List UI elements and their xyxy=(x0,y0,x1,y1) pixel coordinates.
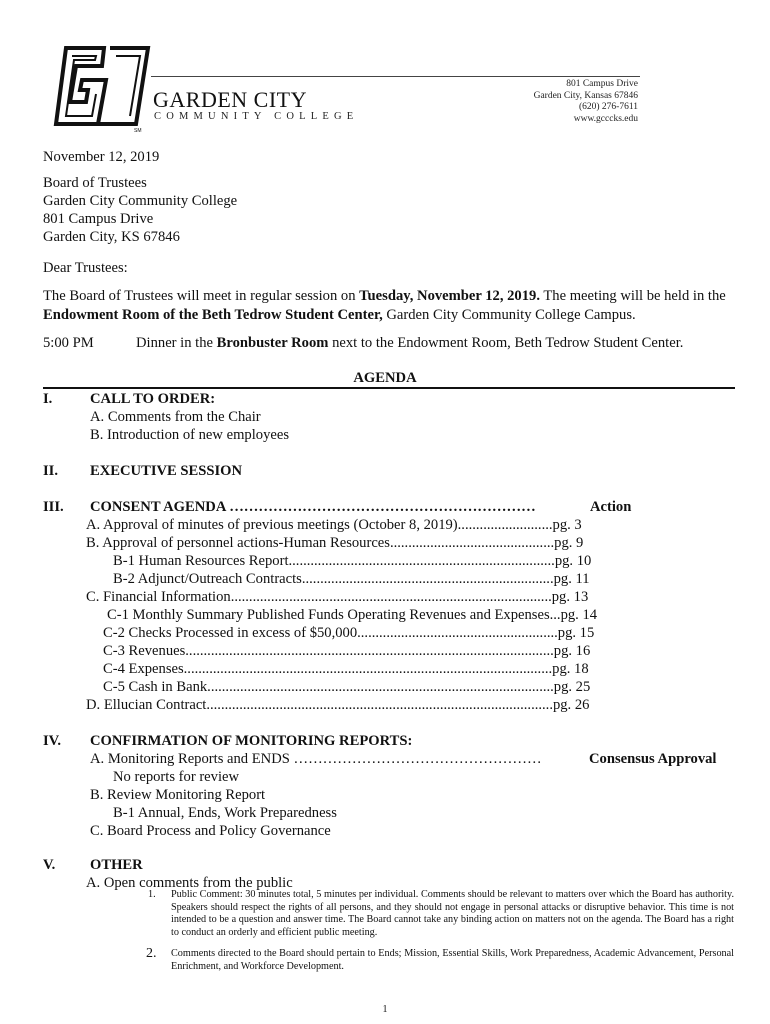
agenda-subitem: B-1 Human Resources Report.........................................................................pg. 10 xyxy=(113,553,592,569)
note-number: 1. xyxy=(148,889,156,900)
section-number: III. xyxy=(43,499,64,515)
agenda-item: D. Ellucian Contract...............................................................................................pg. 26 xyxy=(86,697,590,713)
section-title: OTHER xyxy=(90,857,143,873)
phone-line: (620) 276-7611 xyxy=(578,102,638,112)
agenda-item: B. Approval of personnel actions-Human Resources.............................................pg. 9 xyxy=(86,535,584,551)
action-label: Action xyxy=(590,499,632,515)
agenda-item: A. Monitoring Reports and ENDS …………………………………………… xyxy=(90,751,542,767)
agenda-subitem: C-1 Monthly Summary Published Funds Operating Revenues and Expenses...pg. 14 xyxy=(107,607,598,623)
college-name: GARDEN CITY xyxy=(153,87,307,112)
agenda-rule xyxy=(43,387,735,389)
recipient-line: Board of Trustees xyxy=(43,175,147,191)
intro-text: Garden City Community College Campus. xyxy=(382,306,636,323)
section-title: CALL TO ORDER: xyxy=(90,391,216,407)
public-comment-note: Public Comment: 30 minutes total, 5 minutes per individual. Comments should be relevant to matters over which the Board has authority. Speakers should respect the rights of all persons, and they should not engage in personal attacks or disruptive behavior. This time is not intended to be a question and answer time. The Board cannot take any binding action on matters not on the agenda. The Board has a right to conduct an orderly and efficient public meeting. xyxy=(171,889,734,938)
recipient-line: Garden City, KS 67846 xyxy=(43,229,180,245)
gc-logo-icon xyxy=(52,44,152,130)
dinner-text-part: next to the Endowment Room, Beth Tedrow Student Center. xyxy=(328,335,684,351)
recipient-line: Garden City Community College xyxy=(43,193,238,209)
recipient-line: 801 Campus Drive xyxy=(43,211,154,227)
agenda-item: A. Comments from the Chair xyxy=(90,409,261,425)
comments-note: Comments directed to the Board should pertain to Ends; Mission, Essential Skills, Work Preparedness, Academic Advancement, Personal Enrichment, and Workforce Development. xyxy=(171,948,734,972)
agenda-subitem: B-2 Adjunct/Outreach Contracts.....................................................................pg. 11 xyxy=(113,571,590,587)
agenda-item: C. Financial Information........................................................................................pg. 13 xyxy=(86,589,589,605)
college-subtitle: COMMUNITY COLLEGE xyxy=(154,111,359,122)
agenda-title: AGENDA xyxy=(353,370,417,386)
agenda-item: B. Review Monitoring Report xyxy=(90,787,266,803)
agenda-item: A. Approval of minutes of previous meetings (October 8, 2019)..........................pg. 3 xyxy=(86,517,582,533)
agenda-item: A. Open comments from the public xyxy=(86,875,293,891)
agenda-subitem: C-5 Cash in Bank...............................................................................................pg. 25 xyxy=(103,679,591,695)
dinner-room: Bronbuster Room xyxy=(216,335,329,351)
agenda-subitem: C-2 Checks Processed in excess of $50,000.......................................................pg. 15 xyxy=(103,625,595,641)
dinner-time: 5:00 PM xyxy=(43,335,94,351)
section-title: EXECUTIVE SESSION xyxy=(90,463,243,479)
letter-date: November 12, 2019 xyxy=(43,149,160,165)
service-mark: SM xyxy=(134,128,142,134)
agenda-item: C. Board Process and Policy Governance xyxy=(90,823,331,839)
section-title: CONFIRMATION OF MONITORING REPORTS: xyxy=(90,733,413,749)
intro-paragraph xyxy=(43,287,743,324)
website-line: www.gcccks.edu xyxy=(573,113,638,124)
meeting-location: Endowment Room of the Beth Tedrow Student Center, xyxy=(43,306,383,323)
agenda-subitem: No reports for review xyxy=(113,769,240,785)
address-line: 801 Campus Drive xyxy=(566,79,638,89)
agenda-item: B. Introduction of new employees xyxy=(90,427,289,443)
meeting-date: Tuesday, November 12, 2019. xyxy=(359,288,540,304)
page-number: 1 xyxy=(382,1004,388,1015)
section-title: CONSENT AGENDA ……………………………………………………… xyxy=(90,499,536,515)
agenda-subitem: C-4 Expenses.....................................................................................................pg. 18 xyxy=(103,661,589,677)
dinner-text-part: Dinner in the xyxy=(136,335,217,351)
note-number: 2. xyxy=(146,946,157,961)
salutation: Dear Trustees: xyxy=(43,260,128,276)
agenda-subitem: C-3 Revenues.....................................................................................................pg. 16 xyxy=(103,643,591,659)
section-number: I. xyxy=(43,391,53,407)
address-line: Garden City, Kansas 67846 xyxy=(533,90,638,101)
section-number: V. xyxy=(43,857,56,873)
dinner-text xyxy=(136,334,683,352)
college-address xyxy=(534,79,638,125)
agenda-subitem: B-1 Annual, Ends, Work Preparedness xyxy=(113,805,337,821)
intro-text: The meeting will be held in the xyxy=(539,288,726,304)
header-rule xyxy=(151,76,640,77)
consensus-label: Consensus Approval xyxy=(589,751,717,767)
section-number: IV. xyxy=(43,733,61,749)
intro-text: The Board of Trustees will meet in regular session on xyxy=(43,288,360,304)
section-number: II. xyxy=(43,463,59,479)
